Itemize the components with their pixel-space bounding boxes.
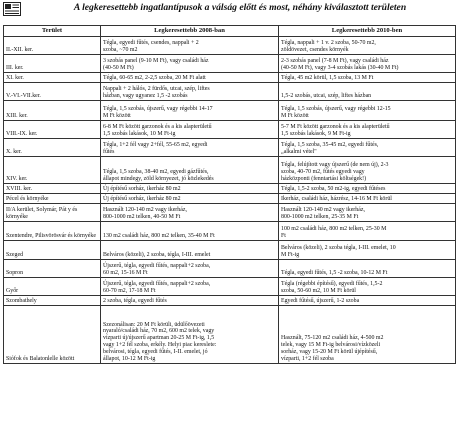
table-row [4,83,456,101]
cell-text-line: Új építésű sorház, ikerház 80 m2 [103,196,181,203]
cell-text-line: 130 m2 családi ház, 800 m2 telken, 35-40 M Ft [103,233,215,240]
cell-2008 [101,55,279,73]
cell-text-line: Tégla, 45 m2 körül, 1,5 szoba, 13 M Ft [281,75,374,82]
area-cell: VIII.-IX. ker. [4,121,101,139]
cell-text-line: Egyedi fűtésű, újszerű, 1-2 szoba [281,298,360,305]
cell-text-line: szoba, ~70 m2 [103,47,138,54]
cell-text-line: Tégla, egyedi fűtés, 1,5 -2 szoba, 10-12 M Ft [281,270,388,277]
cell-2008 [101,204,279,222]
cell-text-line: Újszerű, tégla, egyedi fűtés, nappali+2 szoba, [103,281,211,288]
table-row [4,204,456,222]
cell-2010 [279,306,456,364]
cell-text-line: Ikerház, családi ház, házrész, 14-16 M Ft körül [281,196,392,203]
cell-text-line: 100 m2 családi ház, 800 m2 telken, 25-30 M [281,226,387,233]
table-row [4,184,456,194]
area-cell: Siófok és Balatonlelle között [4,306,101,364]
cell-text-line: szoba, 50-60 m2, 10 M Ft körül [281,288,356,295]
area-cell: Szeged [4,241,101,260]
cell-text-line: vízparti, 1+2 fél szoba [281,356,334,363]
cell-text-line: (40-50 M Ft), vagy 3-4 szobás lakás (30-40 M Ft) [281,65,399,72]
cell-text-line: nyaraló/családi ház, 70 m2, 600 m2 telek, vagy [103,328,215,335]
newspaper-logo-icon [3,2,21,16]
cell-text-line: házban, vagy ugyanez 1,5 -2 szobás [103,93,188,100]
table-row [4,157,456,184]
cell-text-line: vízparti új/újszerű apartman 20-25 M Ft-ig, 1,5 [103,335,215,342]
cell-text-line: „alkalmi vétel" [281,149,317,156]
cell-text-line: Tégla, 1,5 szobás, újszerű, vagy régebbi 12-15 [281,106,391,113]
cell-2008 [101,83,279,101]
table-row [4,260,456,278]
cell-text-line: Tégla, 60-65 m2, 2-2,5 szoba, 20 M Ft alatt [103,75,206,82]
cell-text-line: 1,5 szobás lakások, 10 M Ft-ig [103,131,176,138]
cell-2010 [279,222,456,241]
cell-text-line: 5-7 M Ft között garzonok és a kis alapterületű [281,124,390,131]
table-row [4,296,456,306]
cell-text-line: állapot, 10-12 M Ft-ig [103,356,156,363]
cell-text-line: Nappali + 2 hálós, 2 fürdős, utcai, szép, liftes [103,86,210,93]
cell-2008 [101,222,279,241]
area-cell: II/A kerület, Solymár, Pát y és környéke [4,204,101,222]
cell-text-line: Tégla, 1,5-2 szoba, 50 m2-ig, egyedi fűtéses [281,186,386,193]
cell-text-line: (40-50 M Ft) [103,65,134,72]
table-row [4,306,456,364]
cell-text-line: 3 szobás panel (9-10 M Ft), vagy családi ház [103,58,209,65]
cell-text-line: Újszerű, tégla, egyedi fűtés, nappali+2 szoba, [103,263,211,270]
cell-2008 [101,157,279,184]
cell-2010 [279,55,456,73]
cell-2008 [101,194,279,204]
cell-2008 [101,184,279,194]
cell-text-line: Tégla, egyedi fűtés, csendes, nappali + 2 [103,40,199,47]
cell-text-line: 60 m2, 15-16 M Ft [103,270,148,277]
column-header-2008: Legkeresettebb 2008-ban [101,26,279,37]
cell-2010 [279,204,456,222]
cell-text-line: 800-1000 m2 telken, 25-35 M Ft [281,214,359,221]
column-header-2010: Legkeresettebb 2010-ben [279,26,456,37]
cell-text-line: Használt 120-140 m2 vagy ikerház, [281,207,365,214]
cell-2010 [279,83,456,101]
cell-text-line: fűtés [103,149,115,156]
cell-2008 [101,296,279,306]
cell-text-line: 1,5 szobás lakások, 9 M Ft-ig [281,131,351,138]
cell-2010 [279,139,456,157]
area-cell: Sopron [4,260,101,278]
cell-text-line: telek, vagy 15 M Ft-ig belvárosi/vízközeli [281,342,381,349]
cell-2008 [101,73,279,83]
area-cell: II.-XII. ker. [4,37,101,55]
cell-text-line: házközponti (fenntartási költségek!) [281,176,367,183]
area-cell: XIV. ker. [4,157,101,184]
cell-text-line: sorház, vagy 15-20 M Ft körül újépítésű, [281,349,378,356]
cell-text-line: szoba, 40-70 m2, fűtés egyedi vagy [281,169,365,176]
cell-2008 [101,278,279,296]
cell-text-line: Tégla, 1,5 szoba, 38-40 m2, egyedi gázfűtés, [103,169,209,176]
area-cell: III. ker. [4,55,101,73]
table-row [4,55,456,73]
cell-text-line: Tégla, 1+2 fél vagy 2+fél, 55-65 m2, egyedi [103,142,208,149]
column-header-area: Terület [4,26,101,37]
cell-text-line: 60-70 m2, 17-18 M Ft [103,288,156,295]
cell-text-line: 1,5-2 szobás, utcai, szép, liftes házban [281,93,372,100]
cell-2008 [101,260,279,278]
cell-text-line: 2-3 szobás panel (7-8 M Ft), vagy családi ház [281,58,389,65]
table-row [4,37,456,55]
area-cell: XI. ker. [4,73,101,83]
area-cell: V.-VI.-VII.ker. [4,83,101,101]
cell-text-line: M Ft között [103,113,131,120]
cell-2008 [101,306,279,364]
cell-2010 [279,194,456,204]
area-cell: Szombathely [4,296,101,306]
table-row [4,194,456,204]
area-cell: Pécel és környéke [4,194,101,204]
cell-2010 [279,184,456,194]
title-row [0,0,458,20]
cell-2010 [279,157,456,184]
cell-text-line: Tégla (régebbi építésű), egyedi fűtés, 1,5-2 [281,281,383,288]
area-cell: XIII. ker. [4,101,101,121]
cell-text-line: 800-1000 m2 telken, 40-50 M Ft [103,214,181,221]
cell-2010 [279,73,456,83]
area-cell: X. ker. [4,139,101,157]
cell-text-line: Ft [281,233,286,240]
table-row [4,139,456,157]
cell-text-line: Tégla, 1,5 szobás, újszerű, vagy régebbi 14-17 [103,106,213,113]
cell-2010 [279,101,456,121]
cell-text-line: Használt 120-140 m2 vagy ikerház, [103,207,187,214]
cell-text-line: Használt, 75-120 m2 családi ház, 4-500 m2 [281,335,384,342]
property-table [3,25,456,364]
cell-text-line: vagy 1+2 fél szoba, erkély. Helyi piac kereslete: [103,342,217,349]
table-row [4,101,456,121]
cell-text-line: belvárosi, tégla, egyedi fűtés, I-II. emelet, jó [103,349,208,356]
table-row [4,121,456,139]
area-cell: Győr [4,278,101,296]
cell-text-line: Belváros (közeli), 2 szoba, tégla, I-III. emelet [103,252,211,259]
cell-text-line: Belváros (közeli), 2 szoba tégla, I-III. emelet, 10 [281,245,396,252]
cell-text-line: állapot mindegy, zöld környezet, jó közlekedés [103,176,214,183]
area-cell: XVIII. ker. [4,184,101,194]
cell-2010 [279,241,456,260]
cell-2010 [279,260,456,278]
cell-text-line: Szezonálisan: 20 M Ft körüli, üdülőövezeti [103,321,205,328]
cell-2008 [101,139,279,157]
cell-2008 [101,121,279,139]
cell-2008 [101,101,279,121]
cell-text-line: M Ft között [281,113,309,120]
cell-2010 [279,121,456,139]
table-row [4,241,456,260]
cell-2010 [279,296,456,306]
cell-text-line: Tégla, 1,5 szoba, 35-45 m2, egyedi fűtés, [281,142,379,149]
table-row [4,222,456,241]
table-body [4,37,456,364]
cell-2008 [101,241,279,260]
cell-2008 [101,37,279,55]
cell-text-line: M Ft-ig [281,252,300,259]
cell-text-line: Tégla, felújított vagy újszerű (de nem új), 2-3 [281,162,389,169]
cell-text-line: 6-8 M Ft között garzonok és a kis alapterületű [103,124,212,131]
cell-text-line: 2 szoba, tégla, egyedi fűtés [103,298,167,305]
cell-text-line: zöldövezet, csendes környék [281,47,349,54]
table-row [4,278,456,296]
table-header-row [4,26,456,37]
cell-2010 [279,37,456,55]
table-row [4,73,456,83]
cell-text-line: Új építésű sorház, ikerház 80 m2 [103,186,181,193]
area-cell: Szentendre, Pilisvörösvár és környéke [4,222,101,241]
cell-text-line: Tégla, nappali + 1 v. 2 szoba, 50-70 m2, [281,40,376,47]
cell-2010 [279,278,456,296]
page-title: A legkeresettebb ingatlantípusok a válság előtt és most, néhány kiválasztott területen [73,2,407,13]
